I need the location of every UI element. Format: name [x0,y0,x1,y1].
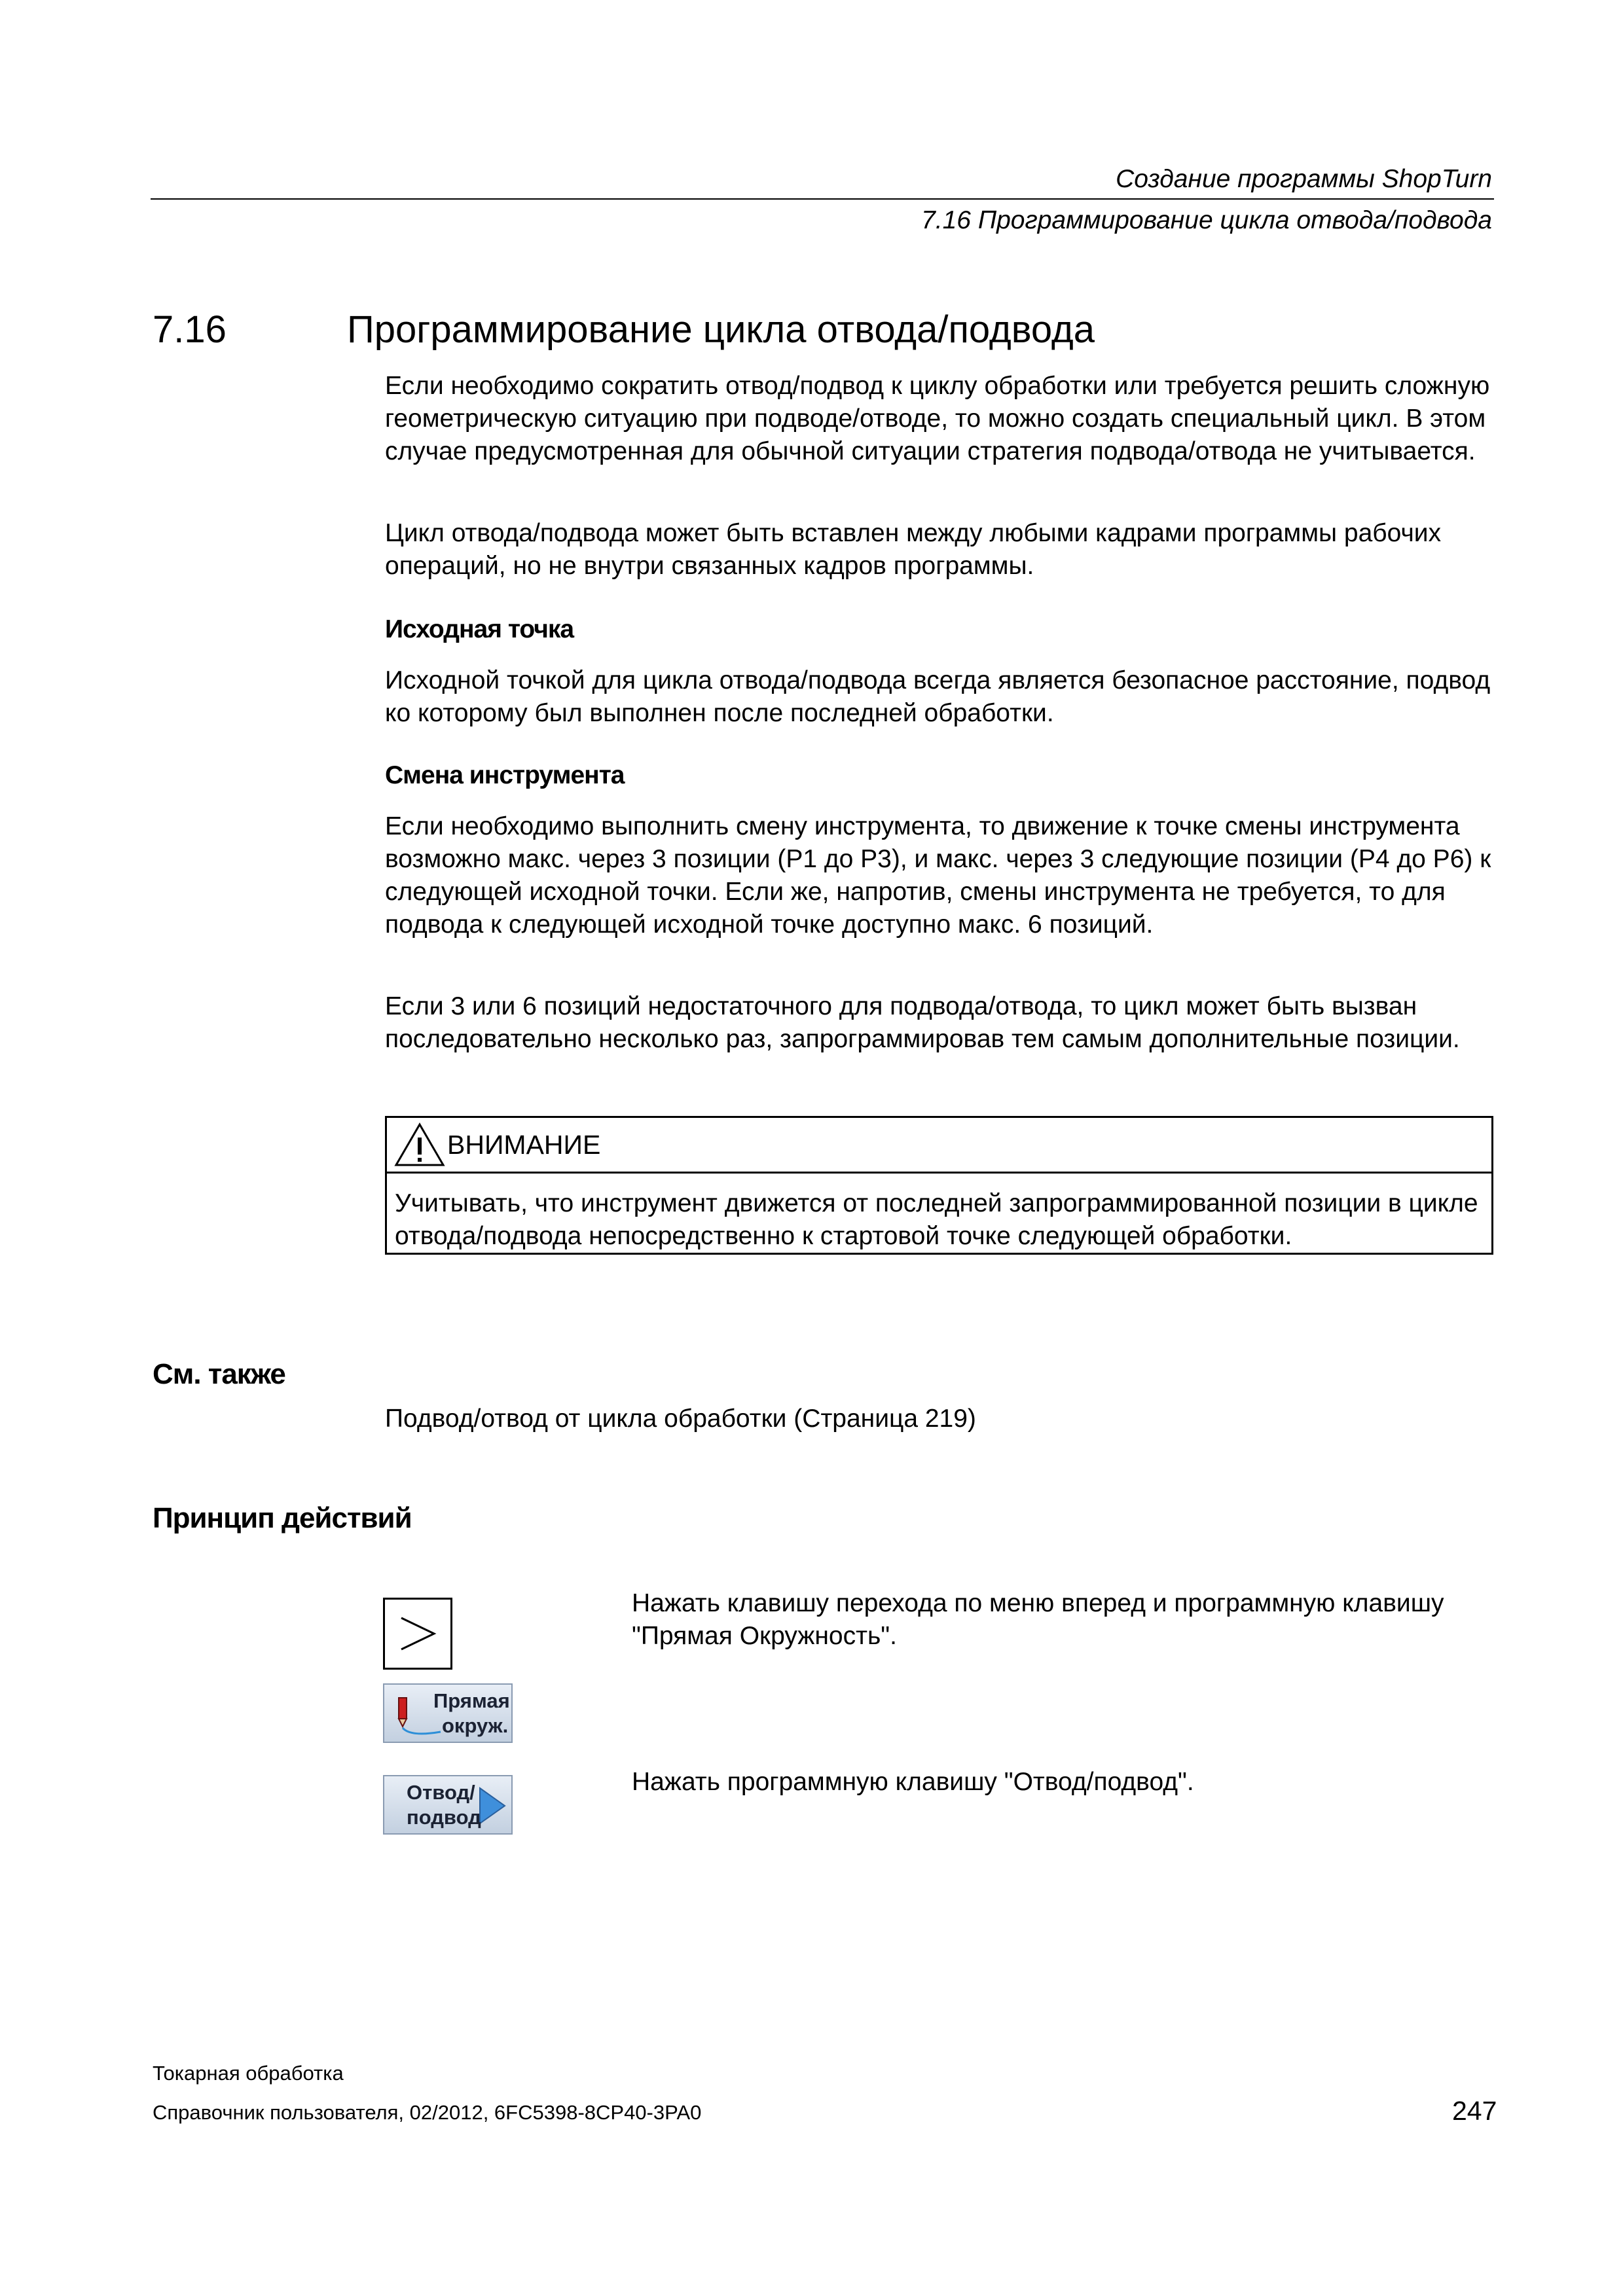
softkey-retract-approach[interactable] [383,1775,513,1835]
start-point-title: Исходная точка [385,615,574,643]
menu-forward-key[interactable] [383,1598,452,1670]
softkey-straight-circle-line2: окруж. [442,1714,509,1737]
attention-notice [385,1116,1493,1255]
procedure-title: Принцип действий [153,1502,412,1534]
running-header-chapter: Создание программы ShopTurn [1116,165,1492,193]
softkey-straight-circle[interactable] [383,1683,513,1743]
procedure-step-2: Нажать программную клавишу "Отвод/подвод". [632,1768,1194,1796]
tool-change-paragraph-2: Если 3 или 6 позиций недостаточного для подвода/отвода, то цикл может быть вызван последовательно несколько раз, запрограммировав тем самым дополнительные позиции. [385,992,1460,1053]
section-title: Программирование цикла отвода/подвода [347,308,1095,351]
section-number: 7.16 [153,308,227,351]
notice-text: Учитывать, что инструмент движется от последней запрограммированной позиции в цикле отвода/подвода непосредственно к стартовой точке следующей обработки. [395,1189,1478,1250]
softkey-retract-approach-line2: подвод [407,1806,481,1829]
notice-header [387,1118,1491,1174]
tool-change-title: Смена инструмента [385,761,625,789]
header-rule [151,198,1494,200]
intro-paragraph-1: Если необходимо сократить отвод/подвод к циклу обработки или требуется решить сложную геометрическую ситуацию при подводе/отводе, то можно создать специальный цикл. В этом случае предусмотренная для обычной ситуации стратегия подвода/отвода не учитывается. [385,372,1490,465]
intro-paragraph-2: Цикл отвода/подвода может быть вставлен между любыми кадрами программы рабочих операций, но не внутри связанных кадров программы. [385,519,1442,580]
footer-line-1: Токарная обработка [153,2062,344,2085]
tool-change-paragraph-1: Если необходимо выполнить смену инструмента, то движение к точке смены инструмента возможно макс. через 3 позиции (P1 до P3), и макс. через 3 следующие позиции (P4 до P6) к следующей исходной точки. Если же, напротив, смены инструмента не требуется, то для подвода к следующей исходной точке доступно макс. 6 позиций. [385,812,1491,939]
see-also-title: См. также [153,1358,285,1390]
softkey-straight-circle-line1: Прямая [433,1689,510,1712]
procedure-step-1: Нажать клавишу перехода по меню вперед и программную клавишу "Прямая Окружность". [632,1589,1444,1650]
footer-line-2: Справочник пользователя, 02/2012, 6FC5398-8CP40-3PA0 [153,2101,702,2124]
running-header-section: 7.16 Программирование цикла отвода/подвода [921,206,1492,234]
see-also-link[interactable]: Подвод/отвод от цикла обработки (Страница 219) [385,1405,976,1433]
menu-forward-key-icon [385,1600,450,1668]
notice-title: ВНИМАНИЕ [447,1130,601,1160]
warning-triangle-icon [393,1122,446,1168]
softkey-retract-approach-line1: Отвод/ [407,1781,475,1804]
start-point-text: Исходной точкой для цикла отвода/подвода всегда является безопасное расстояние, подвод ко которому был выполнен после последней обработки. [385,666,1491,727]
page-number: 247 [1452,2096,1497,2126]
